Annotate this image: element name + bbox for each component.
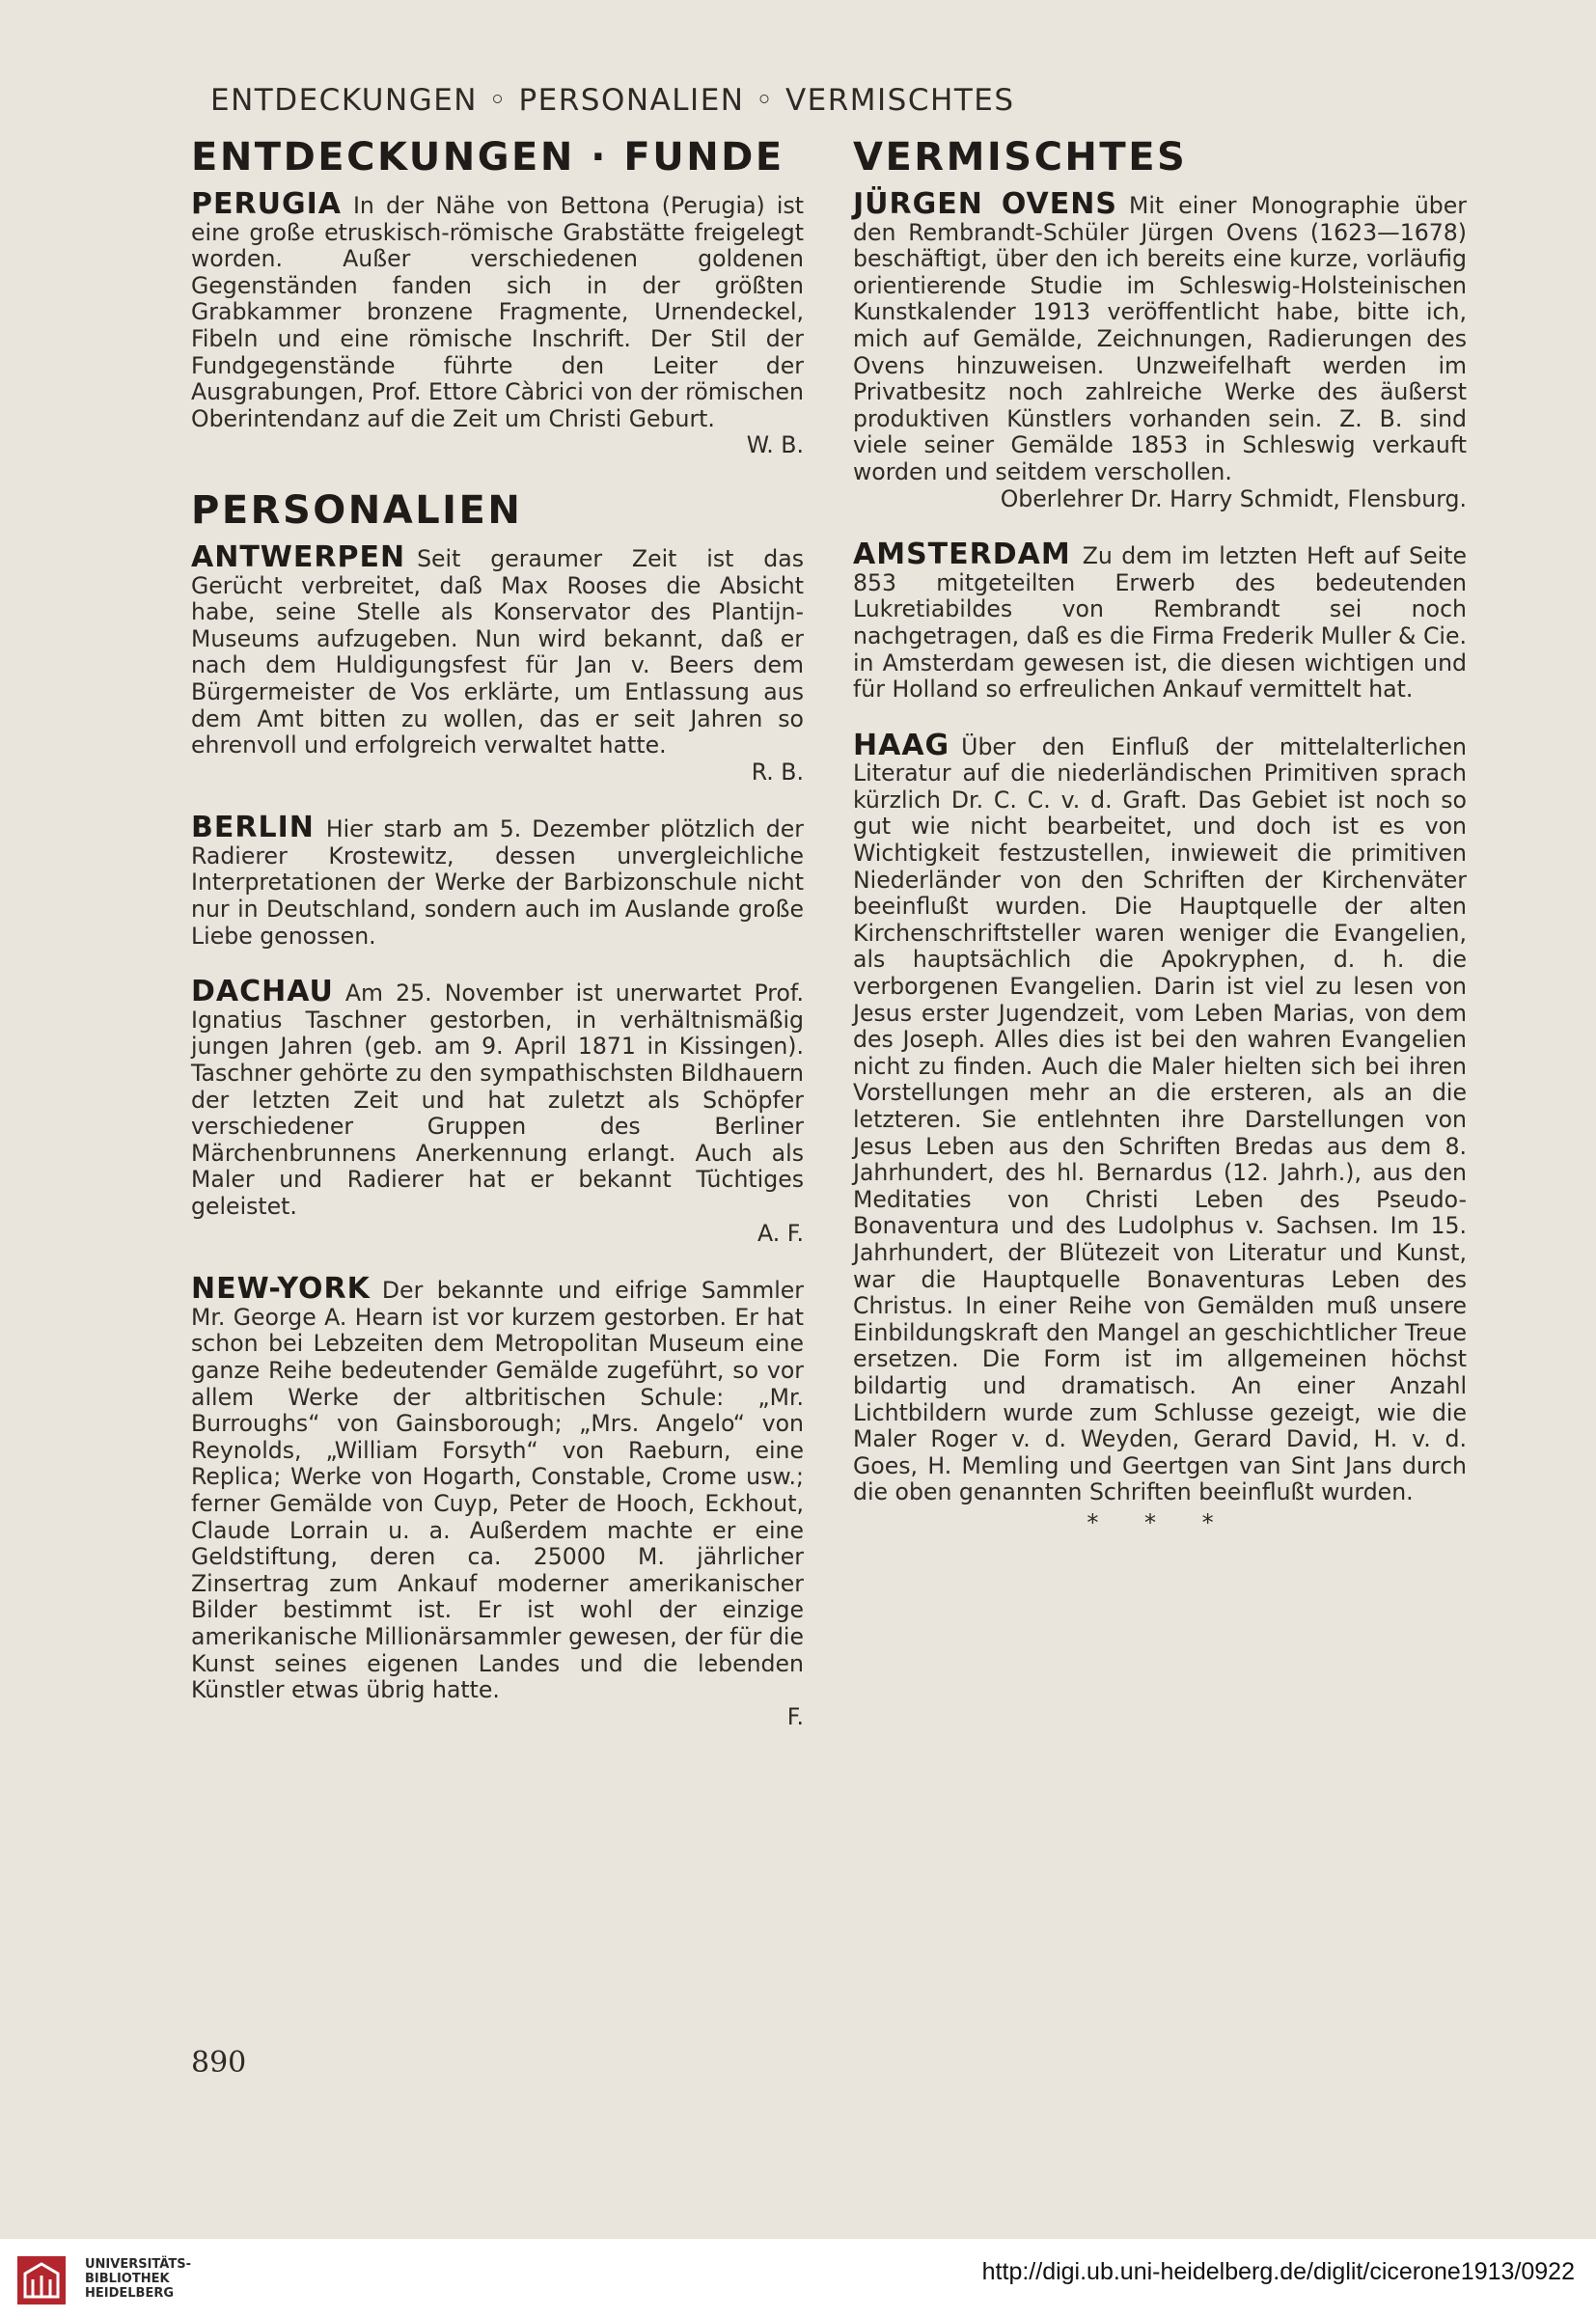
section-title-personalien: PERSONALIEN	[191, 487, 523, 533]
running-head: ENTDECKUNGEN ◦ PERSONALIEN ◦ VERMISCHTES	[210, 83, 1015, 118]
section-title-funde: ENTDECKUNGEN · FUNDE	[191, 135, 784, 179]
footer-bar	[0, 2239, 1596, 2318]
entry-heading: DACHAU	[191, 975, 334, 1009]
entry-dachau	[191, 975, 804, 1247]
entry-text: Mit einer Monographie über den Rembrandt-Schüler Jürgen Ovens (1623—1678) beschäftigt, über den ich bereits eine kurze, vorläufig orientierende Studie im Schleswig-Holsteinischen Kunstkalender 1913 veröffentlicht habe, bitte ich, mich auf Gemälde, Zeichnungen, Radierungen des Ovens hinzuweisen. Unzweifelhaft werden im Privatbesitz noch zahlreiche Werke des äußerst produktiven Künstlers vorhanden sein. Z. B. sind viele seiner Gemälde 1853 in Schleswig verkauft worden und seitdem verschollen.	[853, 192, 1467, 485]
entry-signature: A. F.	[757, 1219, 804, 1247]
entry-heading: HAAG	[853, 728, 950, 762]
section-separator-stars: * * *	[1087, 1508, 1233, 1536]
entry-ovens	[853, 187, 1467, 512]
entry-heading: NEW-YORK	[191, 1272, 371, 1307]
entry-heading: AMSTERDAM	[853, 538, 1071, 572]
entry-heading: BERLIN	[191, 811, 315, 845]
left-column	[191, 135, 804, 1759]
source-url-link[interactable]: http://digi.ub.uni-heidelberg.de/diglit/cicerone1913/0922	[981, 2258, 1575, 2285]
entry-signature: R. B.	[751, 758, 804, 786]
right-column	[853, 135, 1467, 1566]
entry-text: Zu dem im letzten Heft auf Seite 853 mitgeteilten Erwerb des bedeutenden Lukretiabildes von Rembrandt sei noch nachgetragen, daß es die Firma Frederik Muller & Cie. in Amsterdam gewesen ist, die diesen wichtigen und für Holland so erfreulichen Ankauf vermittelt hat.	[853, 542, 1467, 704]
entry-amsterdam	[853, 538, 1467, 704]
university-library-logo-icon	[17, 2256, 66, 2304]
entry-heading: JÜRGEN OVENS	[853, 187, 1117, 221]
entry-berlin	[191, 811, 804, 950]
entry-signature: F.	[786, 1702, 804, 1730]
entry-text: Über den Einfluß der mittelalterlichen Literatur auf die niederländischen Primitiven sprach kürzlich Dr. C. C. v. d. Graft. Das Gebiet ist noch so gut wie nicht bearbeitet, und doch ist es von Wichtigkeit festzustellen, inwieweit die primitiven Niederländer von den Schriften der Kirchenväter beeinflußt wurden. Die Hauptquelle der alten Kirchenschriftsteller waren weniger die Evangelien, als hauptsächlich die Apokryphen, d. h. die verborgenen Evangelien. Darin ist viel zu lesen von Jesus erster Jugendzeit, vom Leben Marias, von dem des Joseph. Alles dies ist bei den wahren Evangelien nicht zu finden. Auch die Maler hielten sich bei ihren Vorstellungen mehr an die ersteren, als an die letzteren. Sie entlehnten ihre Darstellungen von Jesus Leben aus den Schriften Bredas aus dem 8. Jahrhundert, des hl. Bernardus (12. Jahrh.), aus den Meditaties von Christi Leben des Pseudo-Bonaventura und des Ludolphus v. Sachsen. Im 15. Jahrhundert, der Blütezeit von Literatur und Kunst, war die Hauptquelle Bonaventuras Leben des Christus. In einer Reihe von Gemälden muß unsere Einbildungskraft den Mangel an geschichtlicher Treue ersetzen. Die Form ist im allgemeinen höchst bildartig und dramatisch. An einer Anzahl Lichtbildern wurde zum Schlusse gezeigt, wie die Maler Roger v. d. Weyden, Gerard David, H. v. d. Goes, H. Memling und Geertgen van Sint Jans durch die oben genannten Schriften beeinflußt wurden.	[853, 732, 1467, 1506]
entry-newyork	[191, 1272, 804, 1730]
entry-haag	[853, 728, 1467, 1537]
entry-signature: Oberlehrer Dr. Harry Schmidt, Flensburg.	[1000, 484, 1467, 512]
entry-perugia	[191, 187, 804, 459]
entry-heading: PERUGIA	[191, 187, 342, 221]
entry-text: Seit geraumer Zeit ist das Gerücht verbreitet, daß Max Rooses die Absicht habe, seine Stelle als Konservator des Plantijn-Museums aufzugeben. Nun wird bekannt, daß er nach dem Huldigungsfest für Jan v. Beers dem Bürgermeister de Vos erklärte, um Entlassung aus dem Amt bitten zu wollen, das er seit Jahren so ehrenvoll und erfolgreich verwaltet hatte.	[191, 544, 804, 759]
page-number: 890	[191, 2046, 247, 2080]
entry-antwerpen	[191, 539, 804, 786]
entry-text: In der Nähe von Bettona (Perugia) ist eine große etruskisch-römische Grabstätte freigelegt worden. Außer verschiedenen goldenen Gegenständen fanden sich in der größten Grabkammer bronzene Fragmente, Urnendeckel, Fibeln und eine römische Inschrift. Der Stil der Fundgegenstände führte den Leiter der Ausgrabungen, Prof. Ettore Càbrici von der römischen Oberintendanz auf die Zeit um Christi Geburt.	[191, 192, 804, 432]
library-name: UNIVERSITÄTS- BIBLIOTHEK HEIDELBERG	[85, 2257, 191, 2301]
entry-text: Der bekannte und eifrige Sammler Mr. George A. Hearn ist vor kurzem gestorben. Er hat schon bei Lebzeiten dem Metropolitan Museum eine ganze Reihe bedeutender Gemälde zugeführt, so vor allem Werke der altbritischen Schule: „Mr. Burroughs“ von Gainsborough; „Mrs. Angelo“ von Reynolds, „William Forsyth“ von Raeburn, eine Replica; Werke von Hogarth, Constable, Crome usw.; ferner Gemälde von Cuyp, Peter de Hooch, Eckhout, Claude Lorrain u. a. Außerdem machte er eine Geldstiftung, deren ca. 25000 M. jährlicher Zinsertrag zum Ankauf moderner amerikanischer Bilder bestimmt ist. Er ist wohl der einzige amerikanische Millionärsammler gewesen, der für die Kunst seines eigenen Landes und die lebenden Künstler etwas übrig hatte.	[191, 1277, 804, 1704]
entry-text: Hier starb am 5. Dezember plötzlich der Radierer Krostewitz, dessen unvergleichliche Interpretationen der Werke der Barbizonschule nicht nur in Deutschland, sondern auch im Auslande große Liebe genossen.	[191, 815, 804, 950]
entry-text: Am 25. November ist unerwartet Prof. Ignatius Taschner gestorben, in verhältnismäßig jungen Jahren (geb. am 9. April 1871 in Kissingen). Taschner gehörte zu den sympathischsten Bildhauern der letzten Zeit und hat zuletzt als Schöpfer verschiedener Gruppen des Berliner Märchenbrunnens Anerkennung erlangt. Auch als Maler und Radierer hat er bekannt Tüchtiges geleistet.	[191, 980, 804, 1220]
entry-heading: ANTWERPEN	[191, 539, 406, 574]
entry-signature: W. B.	[746, 431, 804, 459]
section-title-vermischtes: VERMISCHTES	[853, 135, 1188, 179]
